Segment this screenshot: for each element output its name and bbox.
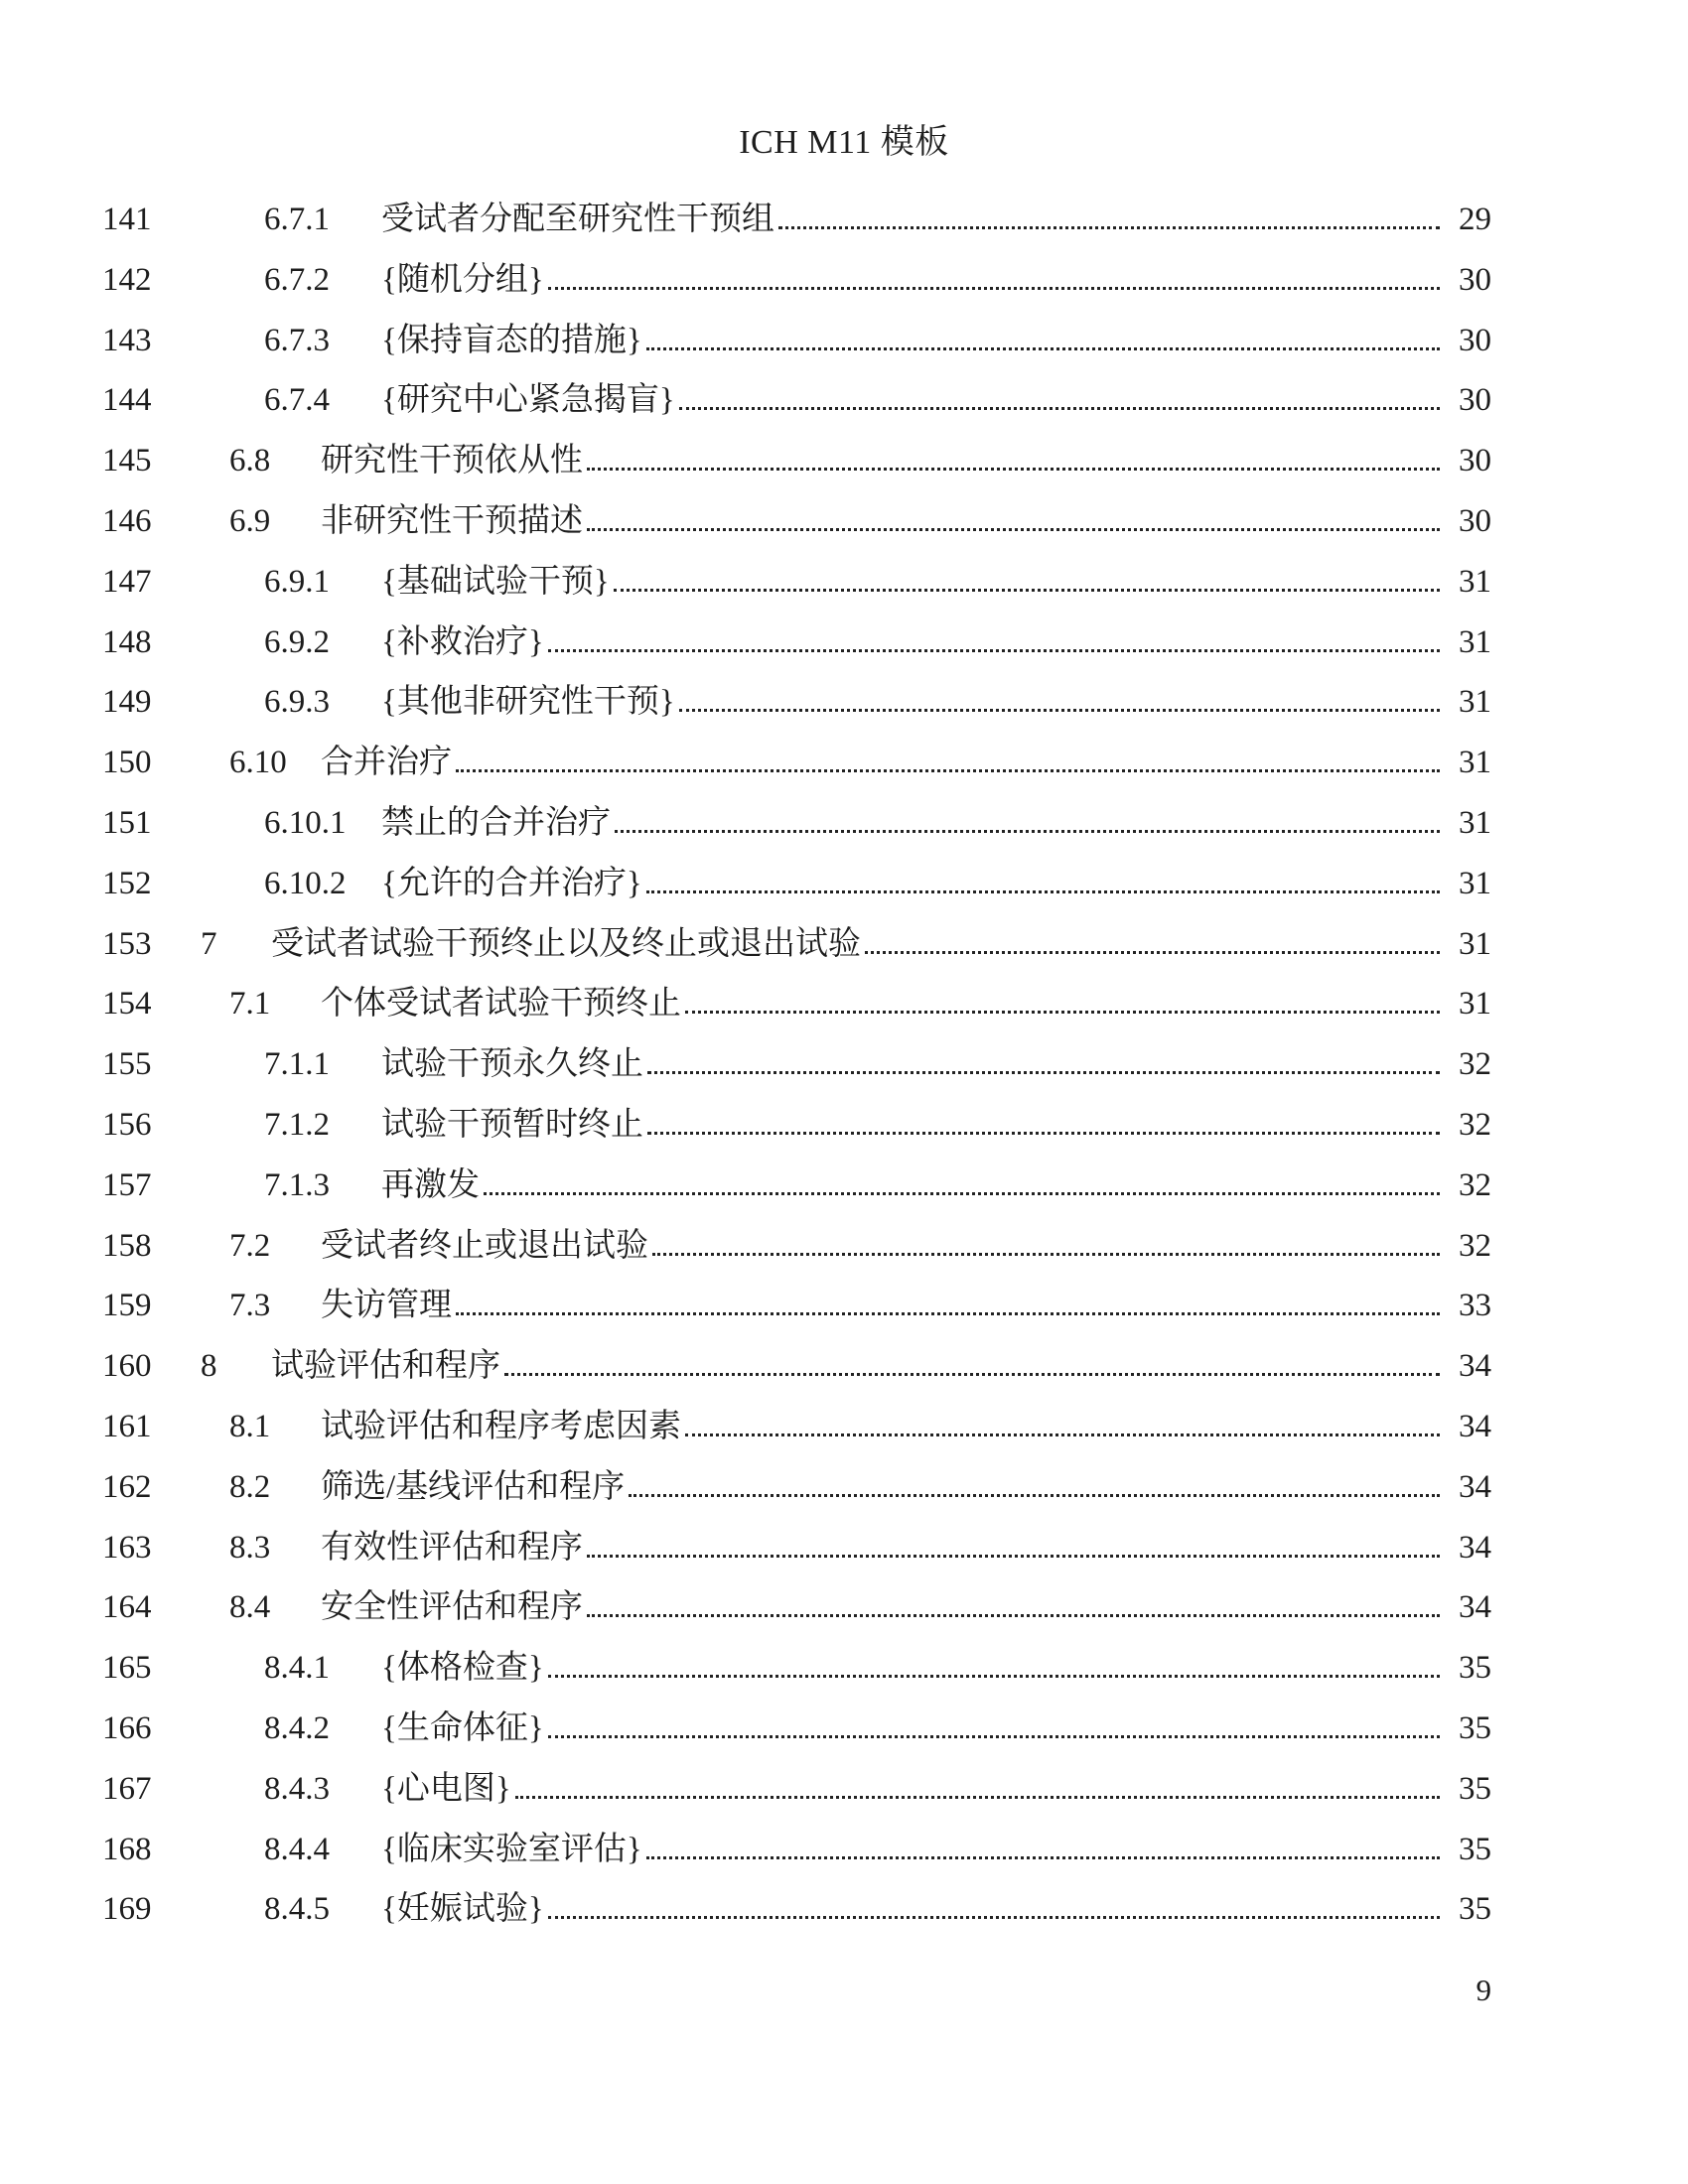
dot-leader (504, 1373, 1440, 1376)
dot-leader (548, 287, 1440, 290)
toc-entry-title[interactable]: {体格检查} (381, 1650, 544, 1687)
toc-page-number[interactable]: 31 (1459, 563, 1491, 600)
line-number: 147 (102, 563, 152, 600)
line-number: 160 (102, 1348, 152, 1385)
line-number: 148 (102, 623, 152, 660)
toc-entry (102, 552, 1491, 613)
toc-entry (102, 1276, 1491, 1336)
toc-page-number[interactable]: 35 (1459, 1770, 1491, 1807)
toc-entry (102, 1095, 1491, 1156)
dot-leader (685, 1011, 1440, 1014)
line-number: 154 (102, 986, 152, 1023)
dot-leader (587, 1555, 1440, 1558)
toc-entry-title[interactable]: 再激发 (381, 1166, 480, 1203)
toc-entry (102, 431, 1491, 491)
section-number: 6.8 (229, 443, 271, 479)
toc-page-number[interactable]: 35 (1459, 1650, 1491, 1687)
toc-entry-title[interactable]: 试验干预暂时终止 (381, 1106, 643, 1143)
toc-page-number[interactable]: 30 (1459, 261, 1491, 298)
line-number: 149 (102, 684, 152, 721)
toc-entry (102, 1638, 1491, 1699)
dot-leader (778, 226, 1440, 229)
section-number: 8.1 (229, 1408, 271, 1444)
toc-entry-title[interactable]: {临床实验室评估} (381, 1831, 642, 1867)
line-number: 159 (102, 1288, 152, 1324)
toc-entry-title[interactable]: 筛选/基线评估和程序 (321, 1468, 626, 1505)
toc-entry (102, 1216, 1491, 1277)
toc-entry (102, 1156, 1491, 1216)
toc-page-number[interactable]: 34 (1459, 1468, 1491, 1505)
section-number: 6.10 (229, 745, 287, 781)
dot-leader (548, 1916, 1440, 1919)
toc-entry-title[interactable]: 有效性评估和程序 (321, 1529, 583, 1566)
dot-leader (548, 1735, 1440, 1738)
toc-entry-title[interactable]: {心电图} (381, 1770, 511, 1807)
toc-entry-title[interactable]: {其他非研究性干预} (381, 684, 675, 721)
toc-page-number[interactable]: 31 (1459, 745, 1491, 781)
section-number: 6.7.3 (264, 322, 330, 358)
toc-page-number[interactable]: 32 (1459, 1046, 1491, 1083)
section-number: 6.9.1 (264, 563, 330, 600)
toc-entry-title[interactable]: 非研究性干预描述 (321, 502, 583, 539)
dot-leader (587, 468, 1440, 471)
toc-entry-title[interactable]: 受试者终止或退出试验 (321, 1227, 648, 1264)
section-number: 8.4.2 (264, 1709, 330, 1746)
footer-page-number: 9 (1476, 1973, 1491, 2007)
section-number: 6.7.1 (264, 202, 330, 237)
toc-entry (102, 190, 1491, 250)
toc-entry (102, 613, 1491, 673)
line-number: 158 (102, 1227, 152, 1264)
section-number: 8.4.4 (264, 1831, 330, 1867)
section-number: 8.4 (229, 1589, 271, 1626)
dot-leader (865, 951, 1440, 954)
toc-entry (102, 370, 1491, 431)
section-number: 7.3 (229, 1288, 271, 1324)
dot-leader (614, 589, 1440, 592)
line-number: 155 (102, 1046, 152, 1083)
dot-leader (456, 769, 1440, 772)
toc-entry-title[interactable]: {基础试验干预} (381, 563, 610, 600)
dot-leader (647, 1132, 1440, 1135)
toc-entry-title[interactable]: 受试者试验干预终止以及终止或退出试验 (271, 925, 861, 962)
dot-leader (647, 1071, 1440, 1074)
toc-entry-title[interactable]: 试验评估和程序考虑因素 (321, 1408, 681, 1444)
section-number: 6.10.1 (264, 804, 347, 841)
dot-leader (679, 407, 1440, 410)
toc-entry-title[interactable]: {生命体征} (381, 1709, 544, 1746)
toc-entry-title[interactable]: 试验评估和程序 (271, 1348, 500, 1385)
toc-entry (102, 1879, 1491, 1940)
toc-entry (102, 1034, 1491, 1095)
line-number: 150 (102, 745, 152, 781)
line-number: 144 (102, 382, 152, 419)
section-number: 6.10.2 (264, 865, 347, 901)
line-number: 165 (102, 1650, 152, 1687)
line-number: 143 (102, 322, 152, 358)
dot-leader (679, 709, 1440, 712)
toc-page-number[interactable]: 34 (1459, 1529, 1491, 1566)
toc-entry (102, 1820, 1491, 1880)
toc-entry-title[interactable]: {补救治疗} (381, 623, 544, 660)
line-number: 162 (102, 1468, 152, 1505)
toc-entry (102, 1518, 1491, 1578)
toc-entry (102, 974, 1491, 1034)
dot-leader (646, 890, 1440, 893)
toc-entry (102, 733, 1491, 793)
line-number: 169 (102, 1891, 152, 1928)
page-header-title: ICH M11 模板 (739, 124, 949, 161)
dot-leader (587, 528, 1440, 531)
section-number: 8 (201, 1348, 217, 1385)
toc-entry-title[interactable]: 研究性干预依从性 (321, 443, 583, 479)
section-number: 8.3 (229, 1529, 271, 1566)
section-number: 8.4.1 (264, 1650, 330, 1687)
section-number: 7.1.3 (264, 1166, 330, 1203)
toc-page-number[interactable]: 32 (1459, 1227, 1491, 1264)
toc-page-number[interactable]: 31 (1459, 865, 1491, 901)
toc-page-number[interactable]: 31 (1459, 623, 1491, 660)
dot-leader (548, 649, 1440, 652)
toc-page-number[interactable]: 34 (1459, 1408, 1491, 1444)
section-number: 6.9.2 (264, 623, 330, 660)
toc-entry-title[interactable]: {研究中心紧急揭盲} (381, 382, 675, 419)
section-number: 8.4.5 (264, 1891, 330, 1928)
line-number: 161 (102, 1408, 152, 1444)
toc-entry-title[interactable]: {随机分组} (381, 261, 544, 298)
section-number: 7.1.2 (264, 1106, 330, 1143)
toc-page-number[interactable]: 30 (1459, 502, 1491, 539)
section-number: 8.2 (229, 1468, 271, 1505)
line-number: 163 (102, 1529, 152, 1566)
toc-page-number[interactable]: 31 (1459, 986, 1491, 1023)
section-number: 6.7.2 (264, 261, 330, 298)
dot-leader (484, 1192, 1440, 1195)
toc-entry (102, 1457, 1491, 1518)
toc-entry-title[interactable]: 合并治疗 (321, 745, 452, 781)
toc-entry-title[interactable]: {保持盲态的措施} (381, 322, 642, 358)
toc-entry-title[interactable]: 受试者分配至研究性干预组 (381, 202, 774, 237)
section-number: 6.9 (229, 502, 271, 539)
toc-page-number[interactable]: 30 (1459, 382, 1491, 419)
line-number: 152 (102, 865, 152, 901)
line-number: 166 (102, 1709, 152, 1746)
line-number: 164 (102, 1589, 152, 1626)
toc-page-number[interactable]: 32 (1459, 1166, 1491, 1203)
toc-entry-title[interactable]: 禁止的合并治疗 (381, 804, 611, 841)
section-number: 7 (201, 925, 217, 962)
line-number: 145 (102, 443, 152, 479)
toc-entry-title[interactable]: 失访管理 (321, 1288, 452, 1324)
toc-entry (102, 914, 1491, 975)
line-number: 167 (102, 1770, 152, 1807)
toc-entry (102, 250, 1491, 311)
dot-leader (615, 830, 1440, 833)
toc-entry (102, 491, 1491, 552)
dot-leader (629, 1494, 1440, 1497)
toc-entry-title[interactable]: 安全性评估和程序 (321, 1589, 583, 1626)
toc-page-number[interactable]: 31 (1459, 684, 1491, 721)
toc-page-number[interactable]: 31 (1459, 925, 1491, 962)
toc-entry-title[interactable]: {允许的合并治疗} (381, 865, 642, 901)
dot-leader (646, 347, 1440, 350)
dot-leader (548, 1675, 1440, 1678)
section-number: 7.1 (229, 986, 271, 1023)
table-of-contents (102, 190, 1491, 1940)
line-number: 141 (102, 202, 152, 237)
toc-entry (102, 1759, 1491, 1820)
toc-entry (102, 1577, 1491, 1638)
toc-page-number[interactable]: 35 (1459, 1709, 1491, 1746)
toc-entry-title[interactable]: {妊娠试验} (381, 1891, 544, 1928)
toc-page-number[interactable]: 35 (1459, 1831, 1491, 1867)
section-number: 6.7.4 (264, 382, 330, 419)
dot-leader (515, 1796, 1440, 1799)
section-number: 7.2 (229, 1227, 271, 1264)
toc-page-number[interactable]: 29 (1459, 202, 1491, 237)
line-number: 168 (102, 1831, 152, 1867)
toc-page-number[interactable]: 30 (1459, 322, 1491, 358)
dot-leader (646, 1856, 1440, 1859)
toc-page-number[interactable]: 35 (1459, 1891, 1491, 1928)
dot-leader (685, 1433, 1440, 1436)
toc-page-number[interactable]: 33 (1459, 1288, 1491, 1324)
toc-entry-title[interactable]: 个体受试者试验干预终止 (321, 986, 681, 1023)
toc-page-number[interactable]: 32 (1459, 1106, 1491, 1143)
dot-leader (587, 1614, 1440, 1617)
toc-page-number[interactable]: 31 (1459, 804, 1491, 841)
line-number: 146 (102, 502, 152, 539)
toc-page-number[interactable]: 30 (1459, 443, 1491, 479)
line-number: 142 (102, 261, 152, 298)
line-number: 151 (102, 804, 152, 841)
toc-entry (102, 1397, 1491, 1457)
toc-entry (102, 793, 1491, 854)
line-number: 156 (102, 1106, 152, 1143)
dot-leader (456, 1312, 1440, 1315)
toc-page-number[interactable]: 34 (1459, 1348, 1491, 1385)
section-number: 7.1.1 (264, 1046, 330, 1083)
toc-entry (102, 311, 1491, 371)
toc-entry (102, 1699, 1491, 1759)
toc-entry-title[interactable]: 试验干预永久终止 (381, 1046, 643, 1083)
dot-leader (652, 1253, 1440, 1256)
line-number: 153 (102, 925, 152, 962)
toc-entry (102, 854, 1491, 914)
toc-entry (102, 1336, 1491, 1397)
toc-entry (102, 672, 1491, 733)
section-number: 6.9.3 (264, 684, 330, 721)
line-number: 157 (102, 1166, 152, 1203)
section-number: 8.4.3 (264, 1770, 330, 1807)
toc-page-number[interactable]: 34 (1459, 1589, 1491, 1626)
